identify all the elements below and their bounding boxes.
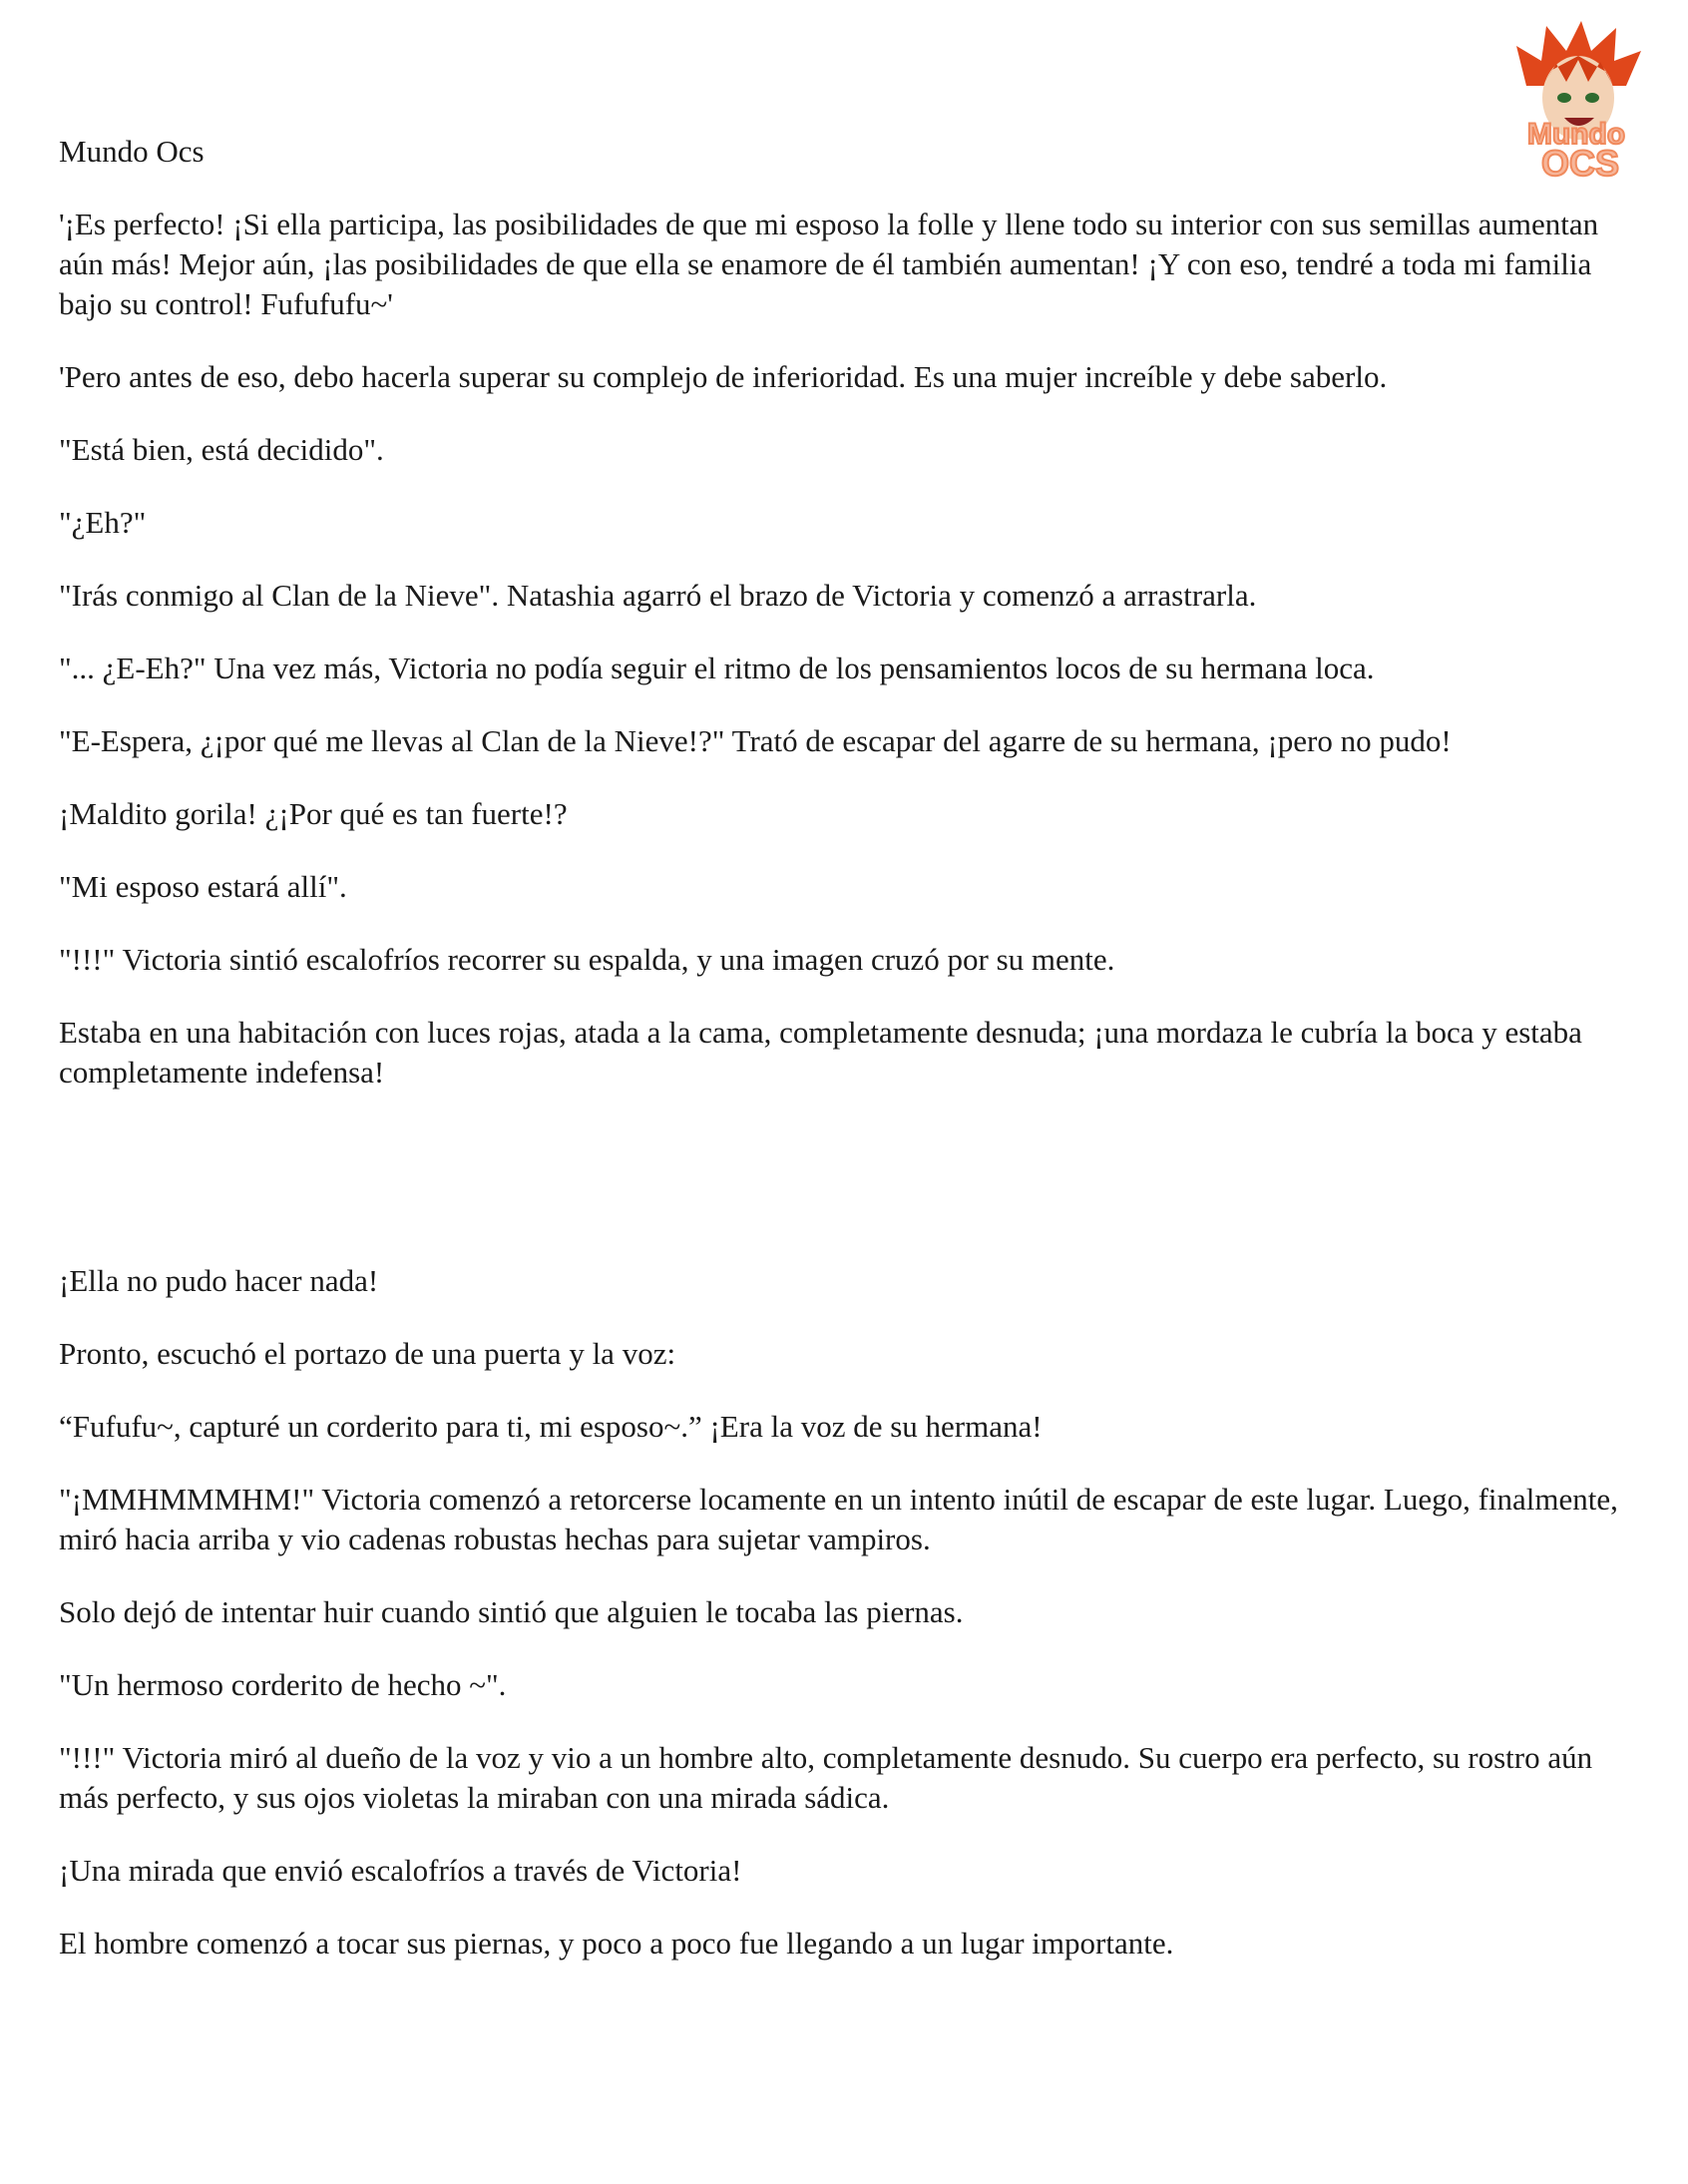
text-block-top	[59, 205, 1635, 1125]
paragraph: ¡Una mirada que envió escalofríos a través de Victoria!	[59, 1853, 742, 1888]
logo-eye-right	[1585, 93, 1599, 103]
document-header: Mundo Ocs	[59, 134, 205, 169]
paragraph: "... ¿E-Eh?" Una vez más, Victoria no podía seguir el ritmo de los pensamientos locos de su hermana loca.	[59, 651, 1375, 685]
logo-text-line2: OCS	[1540, 143, 1620, 184]
paragraph: "E-Espera, ¿¡por qué me llevas al Clan de la Nieve!?" Trató de escapar del agarre de su hermana, ¡pero no pudo!	[59, 723, 1452, 758]
paragraph: "¿Eh?"	[59, 505, 147, 540]
paragraph: El hombre comenzó a tocar sus piernas, y poco a poco fue llegando a un lugar importante.	[59, 1926, 1174, 1961]
paragraph: "Irás conmigo al Clan de la Nieve". Natashia agarró el brazo de Victoria y comenzó a arrastrarla.	[59, 578, 1257, 613]
mundo-ocs-logo	[1496, 16, 1656, 186]
paragraph: Estaba en una habitación con luces rojas, atada a la cama, completamente desnuda; ¡una mordaza le cubría la boca y estaba completamente indefensa!	[59, 1015, 1582, 1090]
paragraph: "Mi esposo estará allí".	[59, 869, 347, 904]
paragraph: "Está bien, está decidido".	[59, 432, 384, 467]
paragraph: “Fufufu~, capturé un corderito para ti, mi esposo~.” ¡Era la voz de su hermana!	[59, 1409, 1043, 1444]
paragraph: "!!!" Victoria miró al dueño de la voz y vio a un hombre alto, completamente desnudo. Su cuerpo era perfecto, su rostro aún más perfecto, y sus ojos violetas la miraban con una mirada sádica.	[59, 1740, 1593, 1815]
paragraph: "Un hermoso corderito de hecho ~".	[59, 1667, 507, 1702]
paragraph: Solo dejó de intentar huir cuando sintió que alguien le tocaba las piernas.	[59, 1594, 964, 1629]
logo-graphic	[1496, 16, 1656, 186]
paragraph: "¡MMHMMMHM!" Victoria comenzó a retorcerse locamente en un intento inútil de escapar de este lugar. Luego, finalmente, miró hacia arriba y vio cadenas robustas hechas para sujetar vampiros.	[59, 1482, 1618, 1556]
paragraph: ¡Ella no pudo hacer nada!	[59, 1263, 379, 1298]
paragraph: "!!!" Victoria sintió escalofríos recorrer su espalda, y una imagen cruzó por su mente.	[59, 942, 1115, 977]
paragraph: 'Pero antes de eso, debo hacerla superar su complejo de inferioridad. Es una mujer increíble y debe saberlo.	[59, 359, 1388, 394]
paragraph: ¡Maldito gorila! ¿¡Por qué es tan fuerte!?	[59, 796, 568, 831]
paragraph: Pronto, escuchó el portazo de una puerta y la voz:	[59, 1336, 676, 1371]
logo-text-line1: Mundo	[1526, 118, 1626, 151]
text-block-bottom	[59, 1261, 1635, 1996]
logo-eye-left	[1557, 93, 1571, 103]
paragraph: '¡Es perfecto! ¡Si ella participa, las posibilidades de que mi esposo la folle y llene todo su interior con sus semillas aumentan aún más! Mejor aún, ¡las posibilidades de que ella se enamore de él también aumentan! ¡Y con eso, tendré a toda mi familia bajo su control! Fufufufu~'	[59, 207, 1599, 321]
